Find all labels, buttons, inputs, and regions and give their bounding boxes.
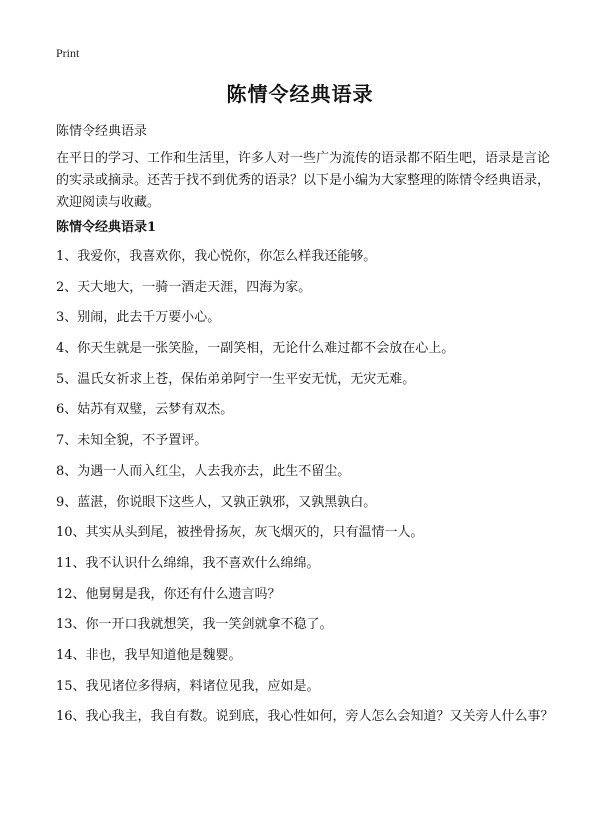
quote-item: 1、我爱你，我喜欢你，我心悦你，你怎么样我还能够。 <box>56 249 377 264</box>
quote-item: 16、我心我主，我自有数。说到底，我心性如何，旁人怎么会知道？又关旁人什么事？ <box>56 709 554 725</box>
quote-item: 14、非也，我早知道他是魏婴。 <box>56 647 242 663</box>
quote-list <box>56 246 556 759</box>
page-title: 陈情令经典语录 <box>226 82 374 106</box>
quote-item: 11、我不认识什么绵绵，我不喜欢什么绵绵。 <box>56 555 320 571</box>
quote-item: 2、天大地大，一骑一酒走天涯，四海为家。 <box>56 279 312 295</box>
quote-item: 6、姑苏有双璧，云梦有双杰。 <box>56 402 234 418</box>
quote-item: 3、别闹，此去千万要小心。 <box>56 310 221 326</box>
section-heading: 陈情令经典语录1 <box>56 220 157 235</box>
quote-item: 8、为遇一人而入红尘，人去我亦去，此生不留尘。 <box>56 463 351 479</box>
article-subtitle: 陈情令经典语录 <box>56 124 148 139</box>
quote-item: 13、你一开口我就想笑，我一笑剑就拿不稳了。 <box>56 617 333 633</box>
quote-item: 4、你天生就是一张笑脸，一副笑相，无论什么难过都不会放在心上。 <box>56 341 455 357</box>
quote-item: 12、他舅舅是我，你还有什么遗言吗？ <box>56 586 281 602</box>
print-link[interactable]: Print <box>56 46 80 60</box>
quote-item: 7、未知全貌，不予置评。 <box>56 433 208 449</box>
quote-item: 5、温氏女祈求上苍，保佑弟弟阿宁一生平安无忧，无灾无难。 <box>56 371 416 387</box>
quote-item: 15、我见诸位多得病，料诸位见我，应如是。 <box>56 678 320 694</box>
intro-paragraph: 在平日的学习、工作和生活里，许多人对一些广为流传的语录都不陌生吧，语录是言论的实录或摘录。还苦于找不到优秀的语录？以下是小编为大家整理的陈情令经典语录，欢迎阅读与收藏。 <box>56 151 551 210</box>
quote-item: 10、其实从头到尾，被挫骨扬灰，灰飞烟灭的，只有温情一人。 <box>56 525 424 541</box>
quote-item: 9、蓝湛，你说眼下这些人，又孰正孰邪，又孰黑孰白。 <box>56 494 377 510</box>
